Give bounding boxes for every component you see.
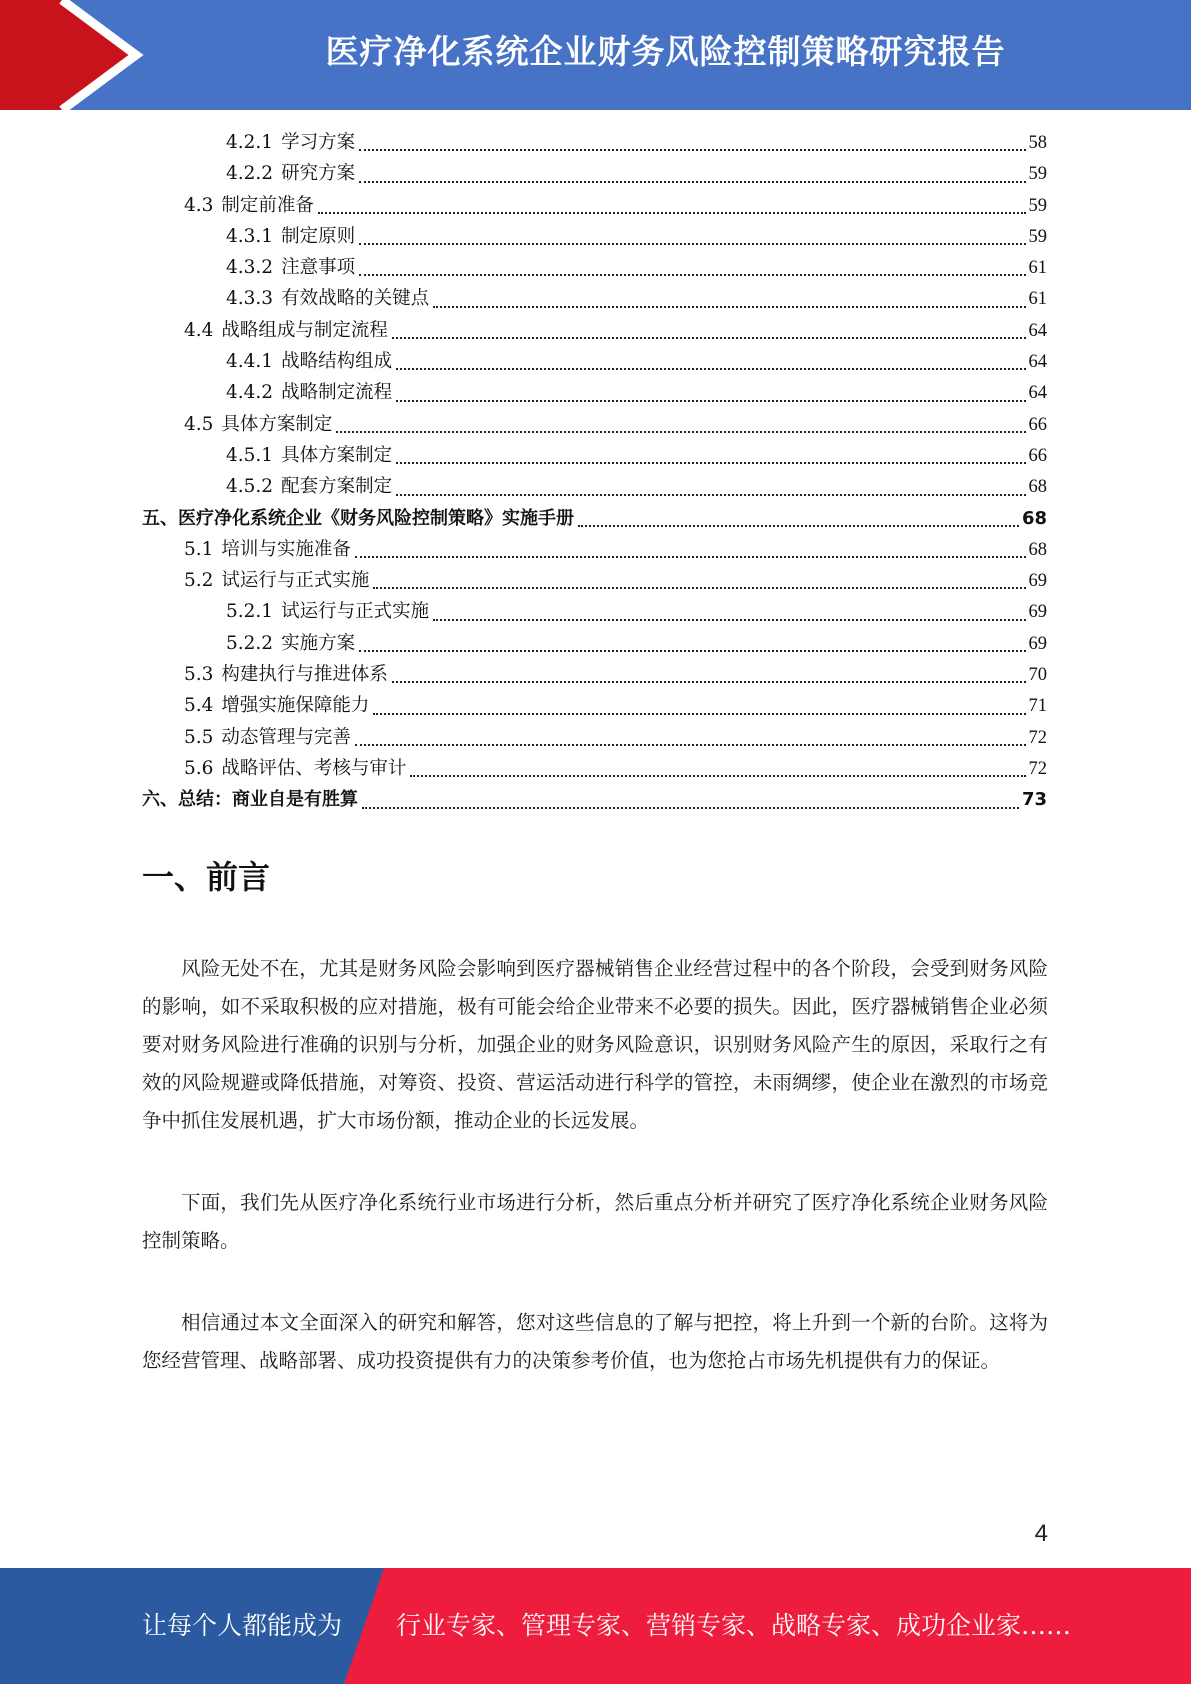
toc-entry-page: 64 <box>1028 352 1047 373</box>
toc-entry-number: 4.3.3 <box>226 288 274 310</box>
toc-entry-number: 4.5.2 <box>226 476 274 498</box>
toc-entry[interactable] <box>142 753 1047 784</box>
toc-entry-page: 61 <box>1028 258 1047 279</box>
footer-slogan-right: 行业专家、管理专家、营销专家、战略专家、成功企业家…… <box>396 1611 1072 1640</box>
toc-entry-page: 59 <box>1028 195 1047 216</box>
toc-entry[interactable] <box>142 596 1047 627</box>
toc-entry-number: 4.3 <box>184 194 214 216</box>
toc-entry[interactable] <box>142 346 1047 377</box>
toc-entry-number: 5.1 <box>184 538 214 560</box>
section-heading: 一、前言 <box>142 858 271 896</box>
toc-entry-page: 69 <box>1028 571 1047 592</box>
toc-leader-dots <box>410 775 1025 777</box>
toc-leader-dots <box>318 212 1026 214</box>
toc-entry-label: 有效战略的关键点 <box>281 288 430 310</box>
toc-entry-page: 68 <box>1028 539 1047 560</box>
table-of-contents <box>142 127 1047 816</box>
toc-entry-page: 72 <box>1028 727 1047 748</box>
page-number: 4 <box>1034 1520 1048 1547</box>
toc-entry[interactable] <box>142 690 1047 721</box>
toc-entry-label: 战略制定流程 <box>281 382 393 404</box>
toc-entry[interactable] <box>142 784 1047 815</box>
chevron-arrow-icon <box>0 0 160 110</box>
toc-entry[interactable] <box>142 628 1047 659</box>
toc-entry[interactable] <box>142 565 1047 596</box>
toc-leader-dots <box>359 149 1025 151</box>
toc-entry-number: 5.2.2 <box>226 632 274 654</box>
toc-leader-dots <box>359 274 1025 276</box>
toc-entry-number: 5.6 <box>184 757 214 779</box>
toc-entry-number: 5.4 <box>184 695 214 717</box>
toc-leader-dots <box>336 431 1025 433</box>
paragraph: 下面，我们先从医疗净化系统行业市场进行分析，然后重点分析并研究了医疗净化系统企业财务风险控制策略。 <box>142 1191 1048 1252</box>
toc-entry-label: 总结：商业自是有胜算 <box>178 789 358 811</box>
toc-entry-label: 配套方案制定 <box>281 476 393 498</box>
toc-entry[interactable] <box>142 440 1047 471</box>
toc-leader-dots <box>359 181 1025 183</box>
toc-entry-page: 70 <box>1028 665 1047 686</box>
toc-entry-number: 4.2.1 <box>226 132 274 153</box>
toc-entry-number: 5.2 <box>184 570 214 592</box>
toc-entry-number: 4.4.2 <box>226 382 274 404</box>
toc-entry[interactable] <box>142 283 1047 314</box>
toc-leader-dots <box>396 494 1025 496</box>
toc-entry-number: 五、 <box>142 507 178 529</box>
toc-leader-dots <box>373 587 1025 589</box>
toc-entry-label: 实施方案 <box>281 632 356 654</box>
header-banner <box>0 0 1191 110</box>
toc-entry-label: 研究方案 <box>281 163 356 185</box>
toc-entry-page: 64 <box>1028 383 1047 404</box>
toc-entry-label: 战略结构组成 <box>281 351 393 373</box>
paragraph: 相信通过本文全面深入的研究和解答，您对这些信息的了解与把控，将上升到一个新的台阶。这将为您经营管理、战略部署、成功投资提供有力的决策参考价值，也为您抢占市场先机提供有力的保证。 <box>142 1311 1048 1372</box>
toc-entry-label: 试运行与正式实施 <box>221 570 370 592</box>
toc-entry-page: 73 <box>1021 789 1047 811</box>
toc-entry-page: 59 <box>1028 226 1047 247</box>
toc-entry-page: 66 <box>1028 414 1047 435</box>
toc-entry[interactable] <box>142 190 1047 221</box>
toc-entry-label: 培训与实施准备 <box>221 538 351 560</box>
toc-entry-number: 4.3.2 <box>226 257 274 279</box>
toc-entry-page: 66 <box>1028 445 1047 466</box>
toc-leader-dots <box>373 713 1025 715</box>
toc-leader-dots <box>396 462 1025 464</box>
toc-entry-page: 69 <box>1028 602 1047 623</box>
toc-entry[interactable] <box>142 158 1047 189</box>
toc-entry-label: 医疗净化系统企业《财务风险控制策略》实施手册 <box>178 507 574 529</box>
toc-entry-label: 构建执行与推进体系 <box>221 664 388 686</box>
toc-entry-number: 5.2.1 <box>226 601 274 623</box>
body-text <box>142 950 1048 1424</box>
paragraph: 风险无处不在，尤其是财务风险会影响到医疗器械销售企业经营过程中的各个阶段，会受到财务风险的影响，如不采取积极的应对措施，极有可能会给企业带来不必要的损失。因此，医疗器械销售企业必须要对财务风险进行准确的识别与分析，加强企业的财务风险意识，识别财务风险产生的原因，采取行之有效的风险规避或降低措施，对筹资、投资、营运活动进行科学的管控，未雨绸缪，使企业在激烈的市场竞争中抓住发展机遇，扩大市场份额，推动企业的长远发展。 <box>142 957 1048 1132</box>
toc-entry[interactable] <box>142 377 1047 408</box>
toc-entry-page: 58 <box>1028 133 1047 153</box>
toc-entry-number: 六、 <box>142 789 178 811</box>
toc-entry-page: 68 <box>1028 477 1047 498</box>
toc-entry-number: 4.5.1 <box>226 444 274 466</box>
toc-entry[interactable] <box>142 659 1047 690</box>
toc-entry-number: 4.3.1 <box>226 225 274 247</box>
toc-entry[interactable] <box>142 221 1047 252</box>
toc-leader-dots <box>355 744 1026 746</box>
toc-entry-label: 试运行与正式实施 <box>281 601 430 623</box>
toc-entry-label: 具体方案制定 <box>281 444 393 466</box>
toc-leader-dots <box>396 400 1025 402</box>
toc-leader-dots <box>392 337 1026 339</box>
toc-entry[interactable] <box>142 503 1047 534</box>
toc-entry-label: 战略组成与制定流程 <box>221 319 388 341</box>
toc-leader-dots <box>392 681 1026 683</box>
toc-entry[interactable] <box>142 409 1047 440</box>
toc-entry-number: 5.3 <box>184 664 214 686</box>
toc-entry-page: 72 <box>1028 758 1047 779</box>
toc-leader-dots <box>396 368 1025 370</box>
toc-entry-page: 69 <box>1028 633 1047 654</box>
toc-entry-label: 学习方案 <box>281 132 356 153</box>
toc-entry-page: 59 <box>1028 164 1047 185</box>
toc-entry-number: 4.2.2 <box>226 163 274 185</box>
toc-entry-label: 战略评估、考核与审计 <box>221 757 407 779</box>
toc-entry-label: 制定原则 <box>281 225 356 247</box>
toc-entry-label: 制定前准备 <box>221 194 314 216</box>
toc-entry-page: 68 <box>1021 507 1047 529</box>
footer-banner <box>0 1568 1191 1684</box>
toc-entry-number: 4.4 <box>184 319 214 341</box>
toc-entry-number: 4.5 <box>184 413 214 435</box>
toc-entry[interactable] <box>142 471 1047 502</box>
toc-entry-label: 注意事项 <box>281 257 356 279</box>
toc-entry-label: 增强实施保障能力 <box>221 695 370 717</box>
toc-entry[interactable] <box>142 722 1047 753</box>
footer-slogan-left: 让每个人都能成为 <box>142 1611 343 1640</box>
toc-leader-dots <box>359 243 1025 245</box>
toc-leader-dots <box>433 306 1025 308</box>
toc-entry-page: 61 <box>1028 289 1047 310</box>
toc-entry-label: 具体方案制定 <box>221 413 333 435</box>
toc-leader-dots <box>362 807 1019 809</box>
toc-entry[interactable] <box>142 315 1047 346</box>
toc-leader-dots <box>355 556 1026 558</box>
toc-entry-number: 5.5 <box>184 726 214 748</box>
toc-entry-page: 71 <box>1028 696 1047 717</box>
toc-entry-page: 64 <box>1028 320 1047 341</box>
toc-entry-number: 4.4.1 <box>226 351 274 373</box>
toc-entry[interactable] <box>142 127 1047 158</box>
toc-entry[interactable] <box>142 252 1047 283</box>
toc-entry[interactable] <box>142 534 1047 565</box>
toc-leader-dots <box>433 619 1025 621</box>
toc-entry-label: 动态管理与完善 <box>221 726 351 748</box>
toc-leader-dots <box>578 525 1019 527</box>
toc-leader-dots <box>359 650 1025 652</box>
report-title: 医疗净化系统企业财务风险控制策略研究报告 <box>325 32 1006 71</box>
